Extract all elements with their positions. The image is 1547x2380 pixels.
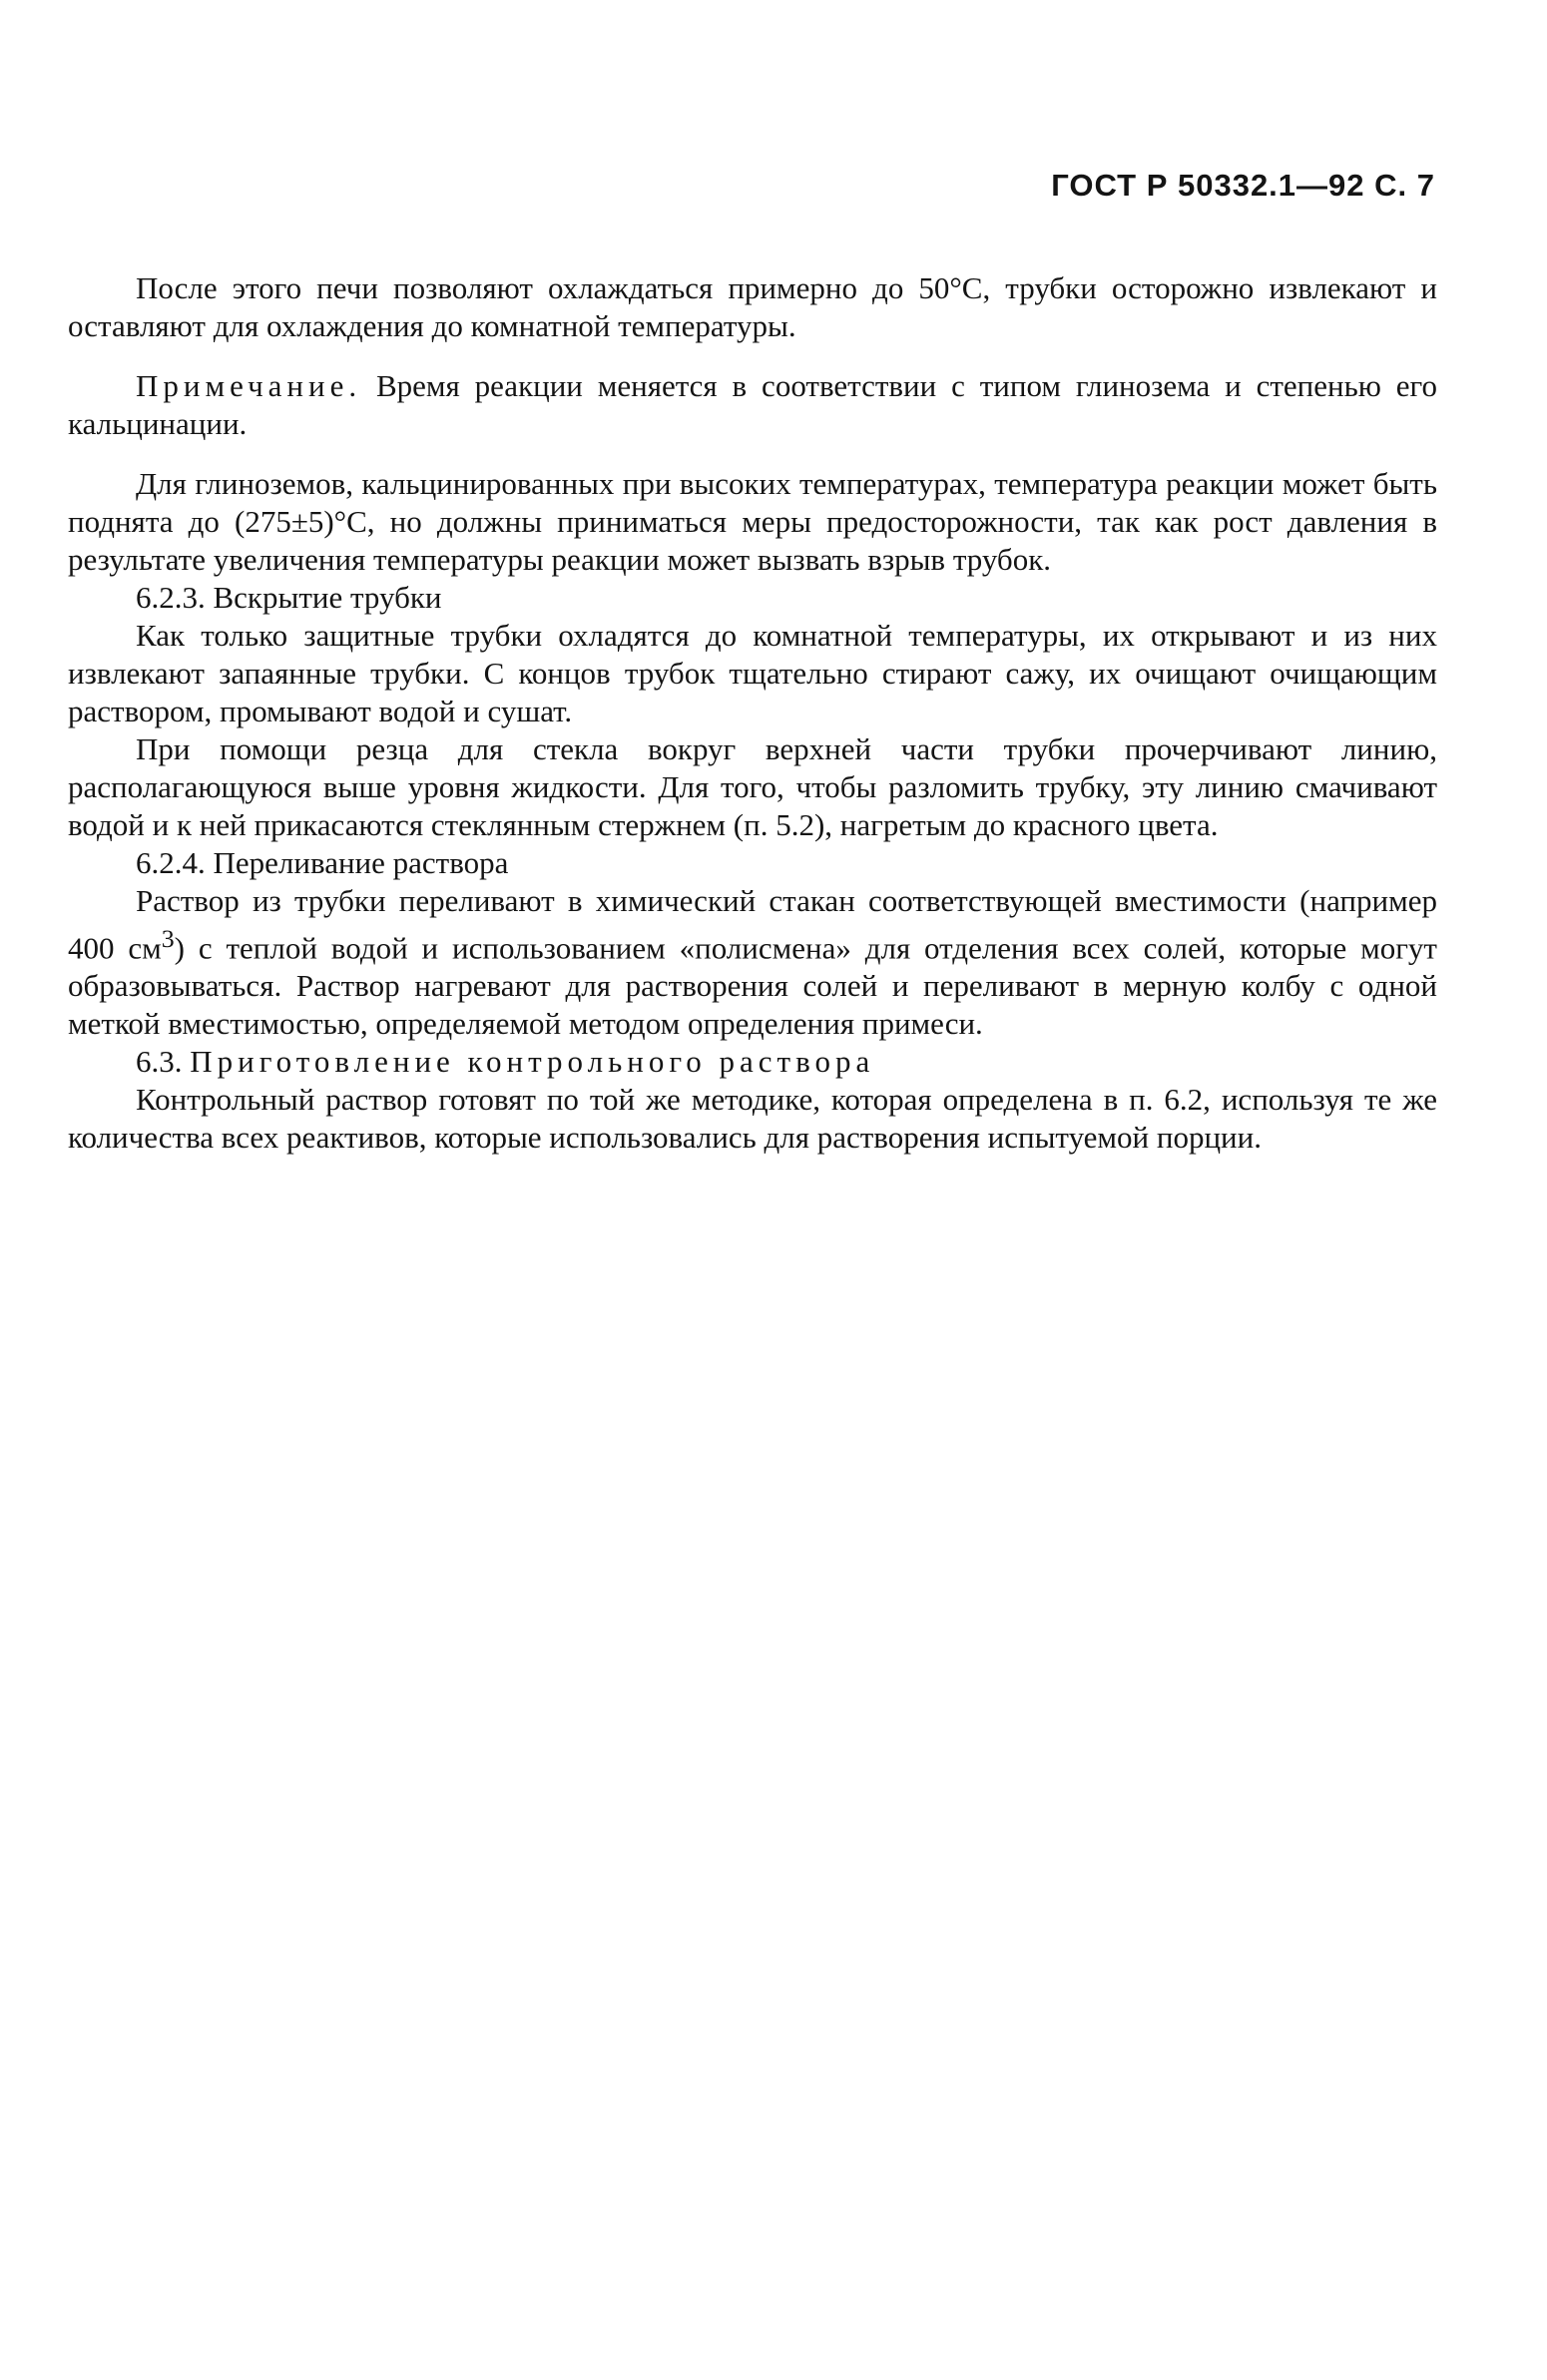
running-header: ГОСТ Р 50332.1—92 С. 7 (1051, 168, 1435, 203)
paragraph-cooled-tubes: Как только защитные трубки охладятся до комнатной температуры, их открывают и из них извлекают запаянные трубки. С концов трубок тщательно стирают сажу, их очищают очищающим раствором, промывают водой и сушат. (68, 618, 1437, 728)
section-number-6-3: 6.3. (136, 1044, 183, 1080)
section-heading-6-2-3: 6.2.3. Вскрытие трубки (136, 580, 442, 615)
section-title-control-solution: Приготовление контрольного раствора (190, 1044, 875, 1080)
pouring-text-start: Раствор из трубки переливают в химический стакан соответствующей вместимости (например 400 см (68, 883, 1437, 966)
note-label: Примечание. (136, 368, 362, 403)
pouring-text-end: ) с теплой водой и использованием «полисмена» для отделения всех солей, которые могут образовываться. Раствор нагревают для растворения солей и переливают в мерную колбу с одной меткой вместимостью, определяемой методом определения примеси. (68, 930, 1437, 1042)
section-heading-6-3 (68, 1043, 1437, 1081)
section-heading-6-2-4: 6.2.4. Переливание раствора (136, 845, 509, 880)
paragraph-pouring (68, 882, 1437, 1043)
paragraph-control-solution: Контрольный раствор готовят по той же методике, которая определена в п. 6.2, используя те же количества всех реактивов, которые использовались для растворения испытуемой порции. (68, 1082, 1437, 1156)
document-body (68, 269, 1437, 1157)
volume-unit-superscript: 3 (161, 924, 175, 953)
paragraph-cooling: После этого печи позволяют охлаждаться примерно до 50°С, трубки осторожно извлекают и оставляют для охлаждения до комнатной температуры. (68, 270, 1437, 343)
note-paragraph (68, 367, 1437, 443)
note-text: Время реакции меняется в соответствии с типом глинозема и степенью его кальцинации. (68, 368, 1437, 441)
paragraph-high-temperature: Для глиноземов, кальцинированных при высоких температурах, температура реакции может быть поднята до (275±5)°С, но должны приниматься меры предосторожности, так как рост давления в результате увеличения температуры реакции может вызвать взрыв трубок. (68, 466, 1437, 577)
paragraph-glass-cutter: При помощи резца для стекла вокруг верхней части трубки прочерчивают линию, располагающуюся выше уровня жидкости. Для того, чтобы разломить трубку, эту линию смачивают водой и к ней прикасаются стеклянным стержнем (п. 5.2), нагретым до красного цвета. (68, 731, 1437, 842)
